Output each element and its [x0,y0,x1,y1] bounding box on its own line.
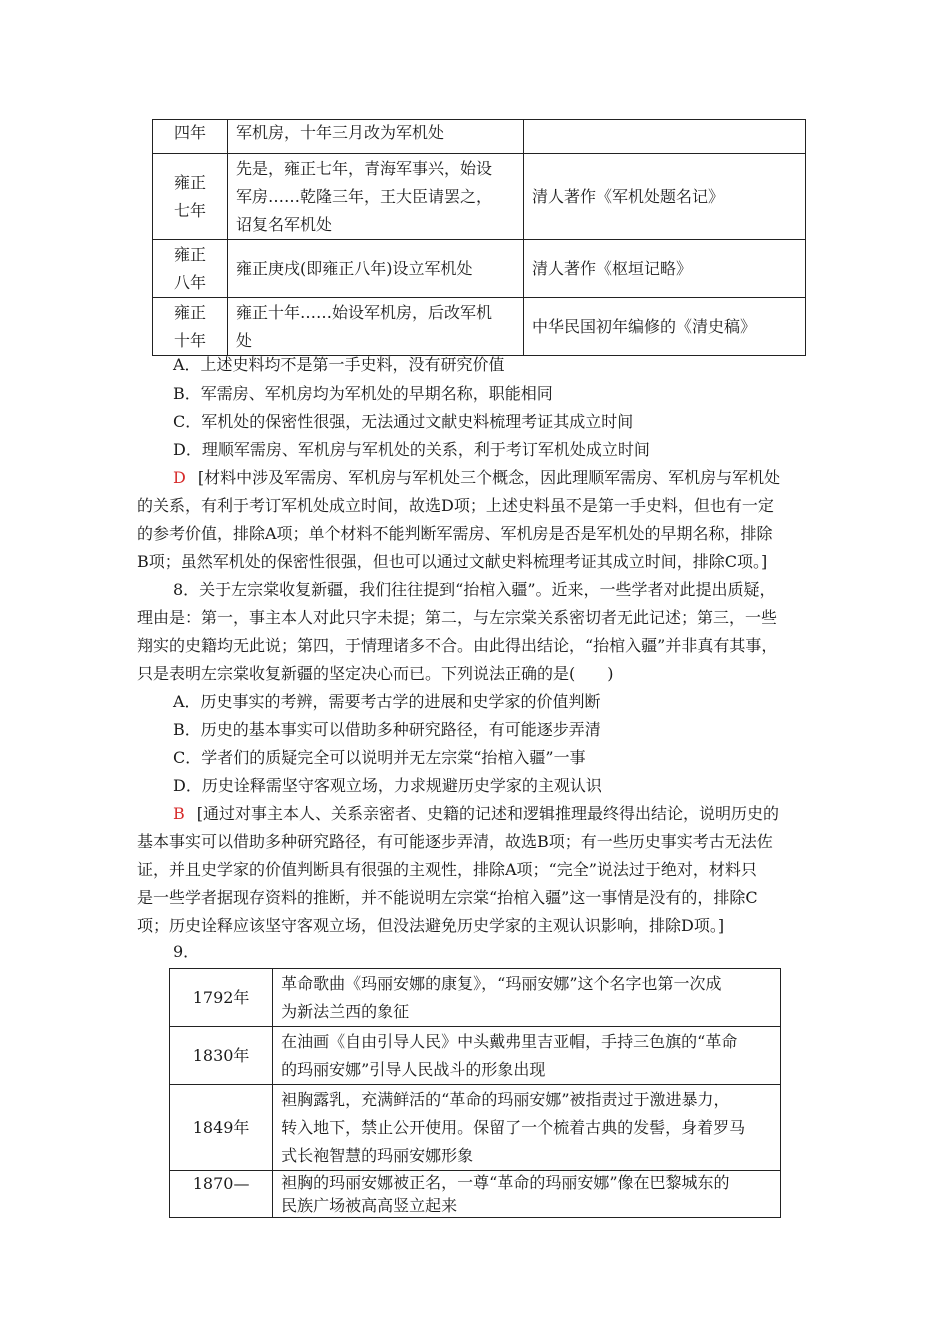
q8-option-d: D．历史诠释需坚守客观立场，力求规避历史学家的主观认识 [173,776,602,795]
table-row [170,1171,781,1218]
q7-option-b: B．军需房、军机房均为军机处的早期名称，职能相同 [173,384,553,403]
q7-explanation-line: B项；虽然军机处的保密性很强，但也可以通过文献史料梳理考证其成立时间，排除C项。] [137,552,768,571]
table-cell-content: 军机房，十年三月改为军机处 [228,120,524,154]
table-cell-content: 袒胸的玛丽安娜被正名，一尊“革命的玛丽安娜”像在巴黎城东的 民族广场被高高竖立起来 [273,1171,781,1218]
table-cell-content: 先是，雍正七年，青海军事兴，始设 军房……乾隆三年，王大臣请罢之， 诏复名军机处 [228,154,524,240]
q8-option-b: B．历史的基本事实可以借助多种研究路径，有可能逐步弄清 [173,720,601,739]
table-cell-content: 在油画《自由引导人民》中头戴弗里吉亚帽，手持三色旗的“革命 的玛丽安娜”引导人民战斗的形象出现 [273,1027,781,1085]
table-cell-year: 1870— [170,1171,273,1218]
table-cell-year: 1792年 [170,969,273,1027]
table-cell-content: 雍正庚戌(即雍正八年)设立军机处 [228,240,524,298]
marianne-timeline-table [169,968,781,1218]
table-cell-source: 中华民国初年编修的《清史稿》 [524,298,806,356]
table-cell-year: 四年 [153,120,228,154]
q8-explanation-line: 项；历史诠释应该坚守客观立场，但没法避免历史学家的主观认识影响，排除D项。] [137,916,725,935]
table-cell-content: 革命歌曲《玛丽安娜的康复》，“玛丽安娜”这个名字也第一次成 为新法兰西的象征 [273,969,781,1027]
q8-explanation-line: 是一些学者据现存资料的推断，并不能说明左宗棠“抬棺入疆”这一事情是没有的，排除C [137,888,758,907]
table-row [153,298,806,356]
q8-option-c: C．学者们的质疑完全可以说明并无左宗棠“抬棺入疆”一事 [173,748,586,767]
q7-answer-letter: D [173,468,186,487]
q7-option-a: A．上述史料均不是第一手史料，没有研究价值 [173,355,505,374]
table-cell-year: 雍正 十年 [153,298,228,356]
table-cell-year: 1849年 [170,1085,273,1171]
q7-explanation-text: [材料中涉及军需房、军机房与军机处三个概念，因此理顺军需房、军机房与军机处 [197,468,781,487]
table-row [170,1085,781,1171]
table-cell-year: 雍正 八年 [153,240,228,298]
table-row [170,1027,781,1085]
q7-explanation-line [173,466,853,490]
q7-option-c: C．军机处的保密性很强，无法通过文献史料梳理考证其成立时间 [173,412,634,431]
q8-answer-letter: B [173,804,185,823]
q8-explanation-line: 证，并且史学家的价值判断具有很强的主观性，排除A项；“完全”说法过于绝对，材料只 [137,860,757,879]
q7-option-d: D．理顺军需房、军机房与军机处的关系，利于考订军机处成立时间 [173,440,650,459]
table-cell-source: 清人著作《军机处题名记》 [524,154,806,240]
q8-explanation-line [173,802,853,826]
q7-explanation-line: 的关系，有利于考订军机处成立时间，故选D项；上述史料虽不是第一手史料，但也有一定 [137,496,774,515]
table-cell-content: 袒胸露乳，充满鲜活的“革命的玛丽安娜”被指责过于激进暴力， 转入地下，禁止公开使用。保留了一个梳着古典的发髻，身着罗马 式长袍智慧的玛丽安娜形象 [273,1085,781,1171]
table-row [153,240,806,298]
table-cell-source [524,120,806,154]
q8-stem-line: 8．关于左宗棠收复新疆，我们往往提到“抬棺入疆”。近来，一些学者对此提出质疑， [173,580,776,599]
q8-explanation-line: 基本事实可以借助多种研究路径，有可能逐步弄清，故选B项；有一些历史事实考古无法佐 [137,832,773,851]
table-cell-year: 1830年 [170,1027,273,1085]
table-cell-source: 清人著作《枢垣记略》 [524,240,806,298]
table-cell-content: 雍正十年……始设军机房，后改军机 处 [228,298,524,356]
table-row [153,154,806,240]
table-row [170,969,781,1027]
table-cell-year: 雍正 七年 [153,154,228,240]
q8-stem-line: 只是表明左宗棠收复新疆的坚定决心而已。下列说法正确的是( ) [137,664,614,683]
q7-explanation-line: 的参考价值，排除A项；单个材料不能判断军需房、军机房是否是军机处的早期名称，排除 [137,524,773,543]
q8-option-a: A．历史事实的考辨，需要考古学的进展和史学家的价值判断 [173,692,601,711]
q8-stem-line: 翔实的史籍均无此说；第四，于情理诸多不合。由此得出结论，“抬棺入疆”并非真有其事， [137,636,778,655]
q8-explanation-text: [通过对事主本人、关系亲密者、史籍的记述和逻辑推理最终得出结论，说明历史的 [196,804,780,823]
q9-number: 9． [173,942,200,961]
junjichu-sources-table [152,119,806,356]
q8-stem-line: 理由是：第一，事主本人对此只字未提；第二，与左宗棠关系密切者无此记述；第三，一些 [137,608,778,627]
table-row [153,120,806,154]
